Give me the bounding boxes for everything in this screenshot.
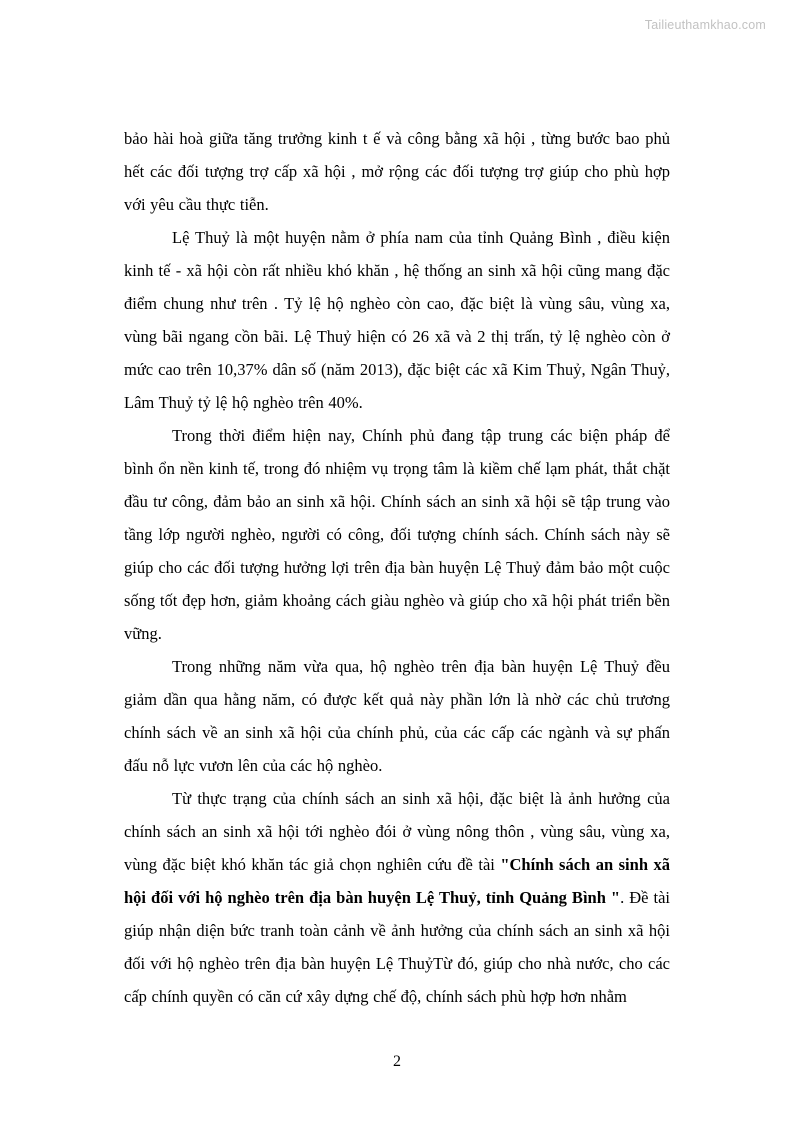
watermark-text: Tailieuthamkhao.com — [644, 18, 766, 32]
text-run: Trong những năm vừa qua, hộ nghèo trên địa bàn huyện Lệ Thuỷ đều giảm dần qua hằng năm, có được kết quả này phần lớn là nhờ các chủ trương chính sách về an sinh xã hội của chính phủ, của các cấp các ngành và sự phấn đấu nỗ lực vươn lên của các hộ nghèo. — [124, 657, 670, 775]
text-run: bảo hài hoà giữa tăng trưởng kinh t ế và công bằng xã hội , từng bước bao phủ hết các đối tượng trợ cấp xã hội , mở rộng các đối tượng trợ giúp cho phù hợp với yêu cầu thực tiễn. — [124, 129, 670, 214]
document-body — [124, 122, 670, 1013]
paragraph — [124, 122, 670, 221]
text-run: . Đề tài giúp nhận diện bức tranh toàn cảnh về ảnh hưởng của chính sách an sinh xã hội đối với hộ nghèo trên địa bàn huyện Lệ ThuỷTừ đó, giúp cho nhà nước, cho các cấp chính quyền có căn cứ xây dựng chế độ, chính sách phù hợp hơn nhằm — [124, 888, 670, 1006]
text-run: Trong thời điểm hiện nay, Chính phủ đang tập trung các biện pháp để bình ổn nền kinh tế, trong đó nhiệm vụ trọng tâm là kiềm chế lạm phát, thắt chặt đầu tư công, đảm bảo an sinh xã hội. Chính sách an sinh xã hội sẽ tập trung vào tầng lớp người nghèo, người có công, đối tượng chính sách. Chính sách này sẽ giúp cho các đối tượng hưởng lợi trên địa bàn huyện Lệ Thuỷ đảm bảo một cuộc sống tốt đẹp hơn, giảm khoảng cách giàu nghèo và giúp cho xã hội phát triển bền vững. — [124, 426, 670, 643]
paragraph — [124, 221, 670, 419]
page-number: 2 — [393, 1053, 401, 1070]
paragraph — [124, 650, 670, 782]
paragraph — [124, 419, 670, 650]
text-run: Lệ Thuỷ là một huyện nằm ở phía nam của tỉnh Quảng Bình , điều kiện kinh tế - xã hội còn rất nhiều khó khăn , hệ thống an sinh xã hội cũng mang đặc điểm chung như trên . Tỷ lệ hộ nghèo còn cao, đặc biệt là vùng sâu, vùng xa, vùng bãi ngang cồn bãi. Lệ Thuỷ hiện có 26 xã và 2 thị trấn, tỷ lệ nghèo còn ở mức cao trên 10,37% dân số (năm 2013), đặc biệt các xã Kim Thuỷ, Ngân Thuỷ, Lâm Thuỷ tỷ lệ hộ nghèo trên 40%. — [124, 228, 670, 412]
text-run: Từ thực trạng của chính sách an sinh xã hội, đặc biệt là ảnh hưởng của chính sách an sinh xã hội tới nghèo đói ở vùng nông thôn , vùng sâu, vùng xa, vùng đặc biệt khó khăn tác giả chọn nghiên cứu đề tài — [124, 789, 670, 874]
text-run-bold: "Chính sách an sinh xã hội đối với hộ nghèo trên địa bàn huyện Lệ Thuỷ, tỉnh Quảng Bình " — [124, 855, 670, 907]
paragraph — [124, 782, 670, 1013]
